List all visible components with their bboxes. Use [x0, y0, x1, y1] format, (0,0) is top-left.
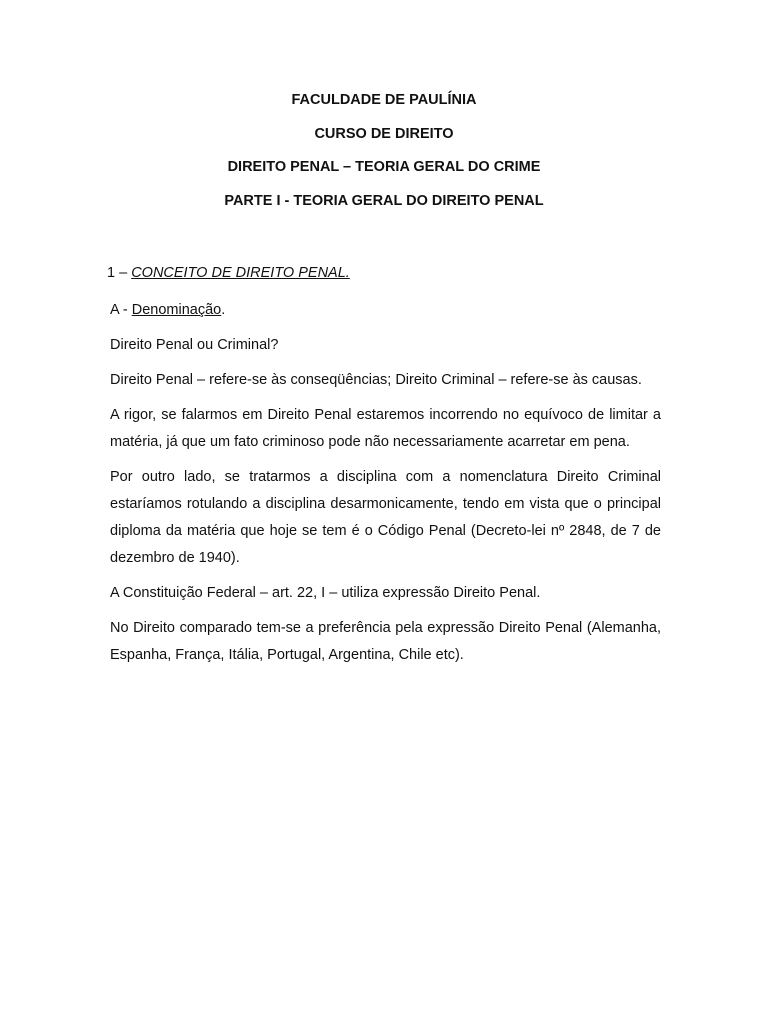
subsection-title	[110, 297, 661, 324]
section-title	[107, 263, 350, 283]
subsection-title-text: Denominação	[131, 302, 222, 318]
document-body	[110, 297, 661, 677]
subject-heading: DIREITO PENAL – TEORIA GERAL DO CRIME	[227, 159, 541, 175]
course-heading: CURSO DE DIREITO	[314, 125, 454, 142]
subsection-prefix: A -	[110, 302, 132, 318]
document-header	[0, 89, 768, 223]
paragraph: Direito Penal ou Criminal?	[110, 337, 279, 353]
paragraph: Por outro lado, se tratarmos a disciplina com a nomenclatura Direito Criminal estaríamos rotulando a disciplina desarmonicamente, tendo em vista que o principal diploma da matéria que hoje se tem é o Código Penal (Decreto-lei nº 2848, de 7 de dezembro de 1940).	[110, 469, 661, 566]
subsection-suffix: .	[221, 302, 226, 318]
section-title-text: CONCEITO DE DIREITO PENAL.	[131, 265, 350, 281]
paragraph: A rigor, se falarmos em Direito Penal estaremos incorrendo no equívoco de limitar a matéria, já que um fato criminoso pode não necessariamente acarretar em pena.	[110, 407, 661, 450]
paragraph: A Constituição Federal – art. 22, I – utiliza expressão Direito Penal.	[110, 585, 541, 601]
institution-heading: FACULDADE DE PAULÍNIA	[291, 92, 477, 108]
part-heading: PARTE I - TEORIA GERAL DO DIREITO PENAL	[224, 192, 544, 209]
paragraph: Direito Penal – refere-se às conseqüências; Direito Criminal – refere-se às causas.	[110, 372, 642, 388]
section-number: 1 –	[107, 265, 132, 281]
paragraph: No Direito comparado tem-se a preferência pela expressão Direito Penal (Alemanha, Espanha, França, Itália, Portugal, Argentina, Chile etc).	[110, 620, 661, 663]
